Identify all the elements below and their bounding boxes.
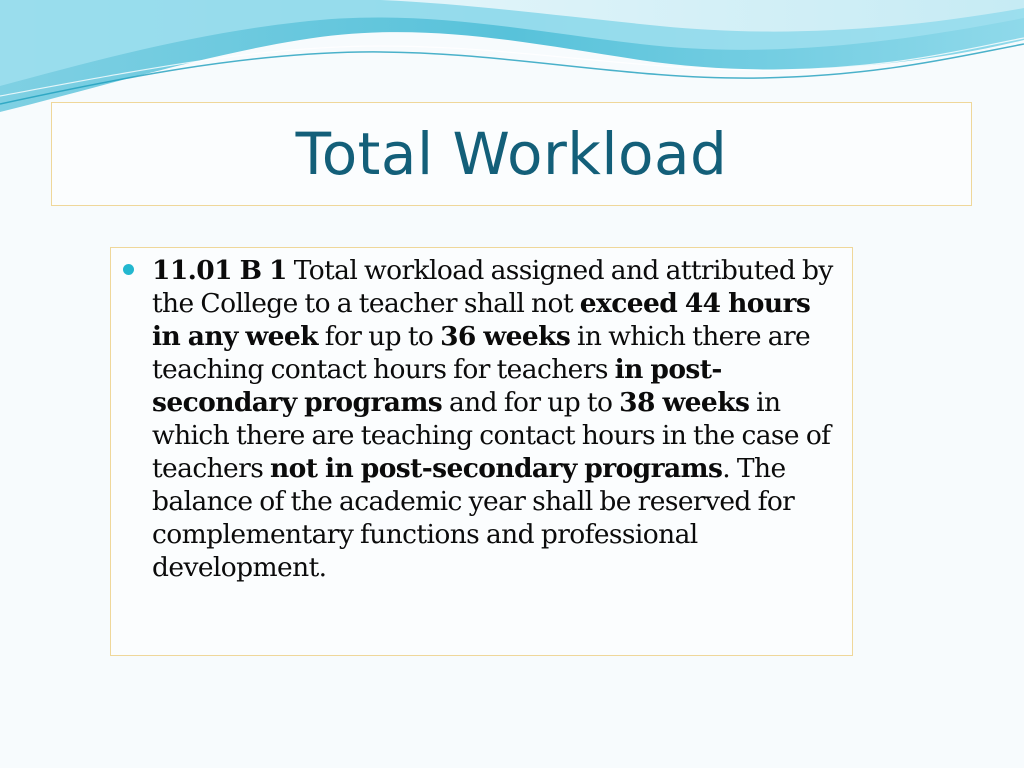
text-run: . The balance of the academic year shall be reserved for complementary functions and professional development. bbox=[152, 453, 795, 583]
content-placeholder bbox=[110, 247, 853, 656]
text-run: for up to bbox=[317, 321, 441, 352]
bullet-item bbox=[123, 254, 843, 584]
bold-run: 38 weeks bbox=[619, 387, 750, 418]
clause-number: 11.01 B 1 bbox=[152, 255, 287, 286]
bold-run: 36 weeks bbox=[440, 321, 571, 352]
text-run: in which there are teaching contact hours in the case of teachers bbox=[152, 387, 831, 484]
bold-run: not in post-secondary programs bbox=[270, 453, 723, 484]
slide-title: Total Workload bbox=[295, 120, 728, 188]
bold-run: exceed 44 hours in any week bbox=[152, 288, 811, 352]
text-run: in which there are teaching contact hours for teachers bbox=[152, 321, 811, 385]
title-placeholder bbox=[51, 102, 972, 206]
text-run: Total workload assigned and attributed by the College to a teacher shall not bbox=[152, 255, 833, 319]
bullet-text bbox=[152, 254, 843, 584]
bullet-dot-icon bbox=[123, 264, 134, 275]
text-run: and for up to bbox=[442, 387, 620, 418]
bold-run: in post-secondary programs bbox=[152, 354, 722, 418]
